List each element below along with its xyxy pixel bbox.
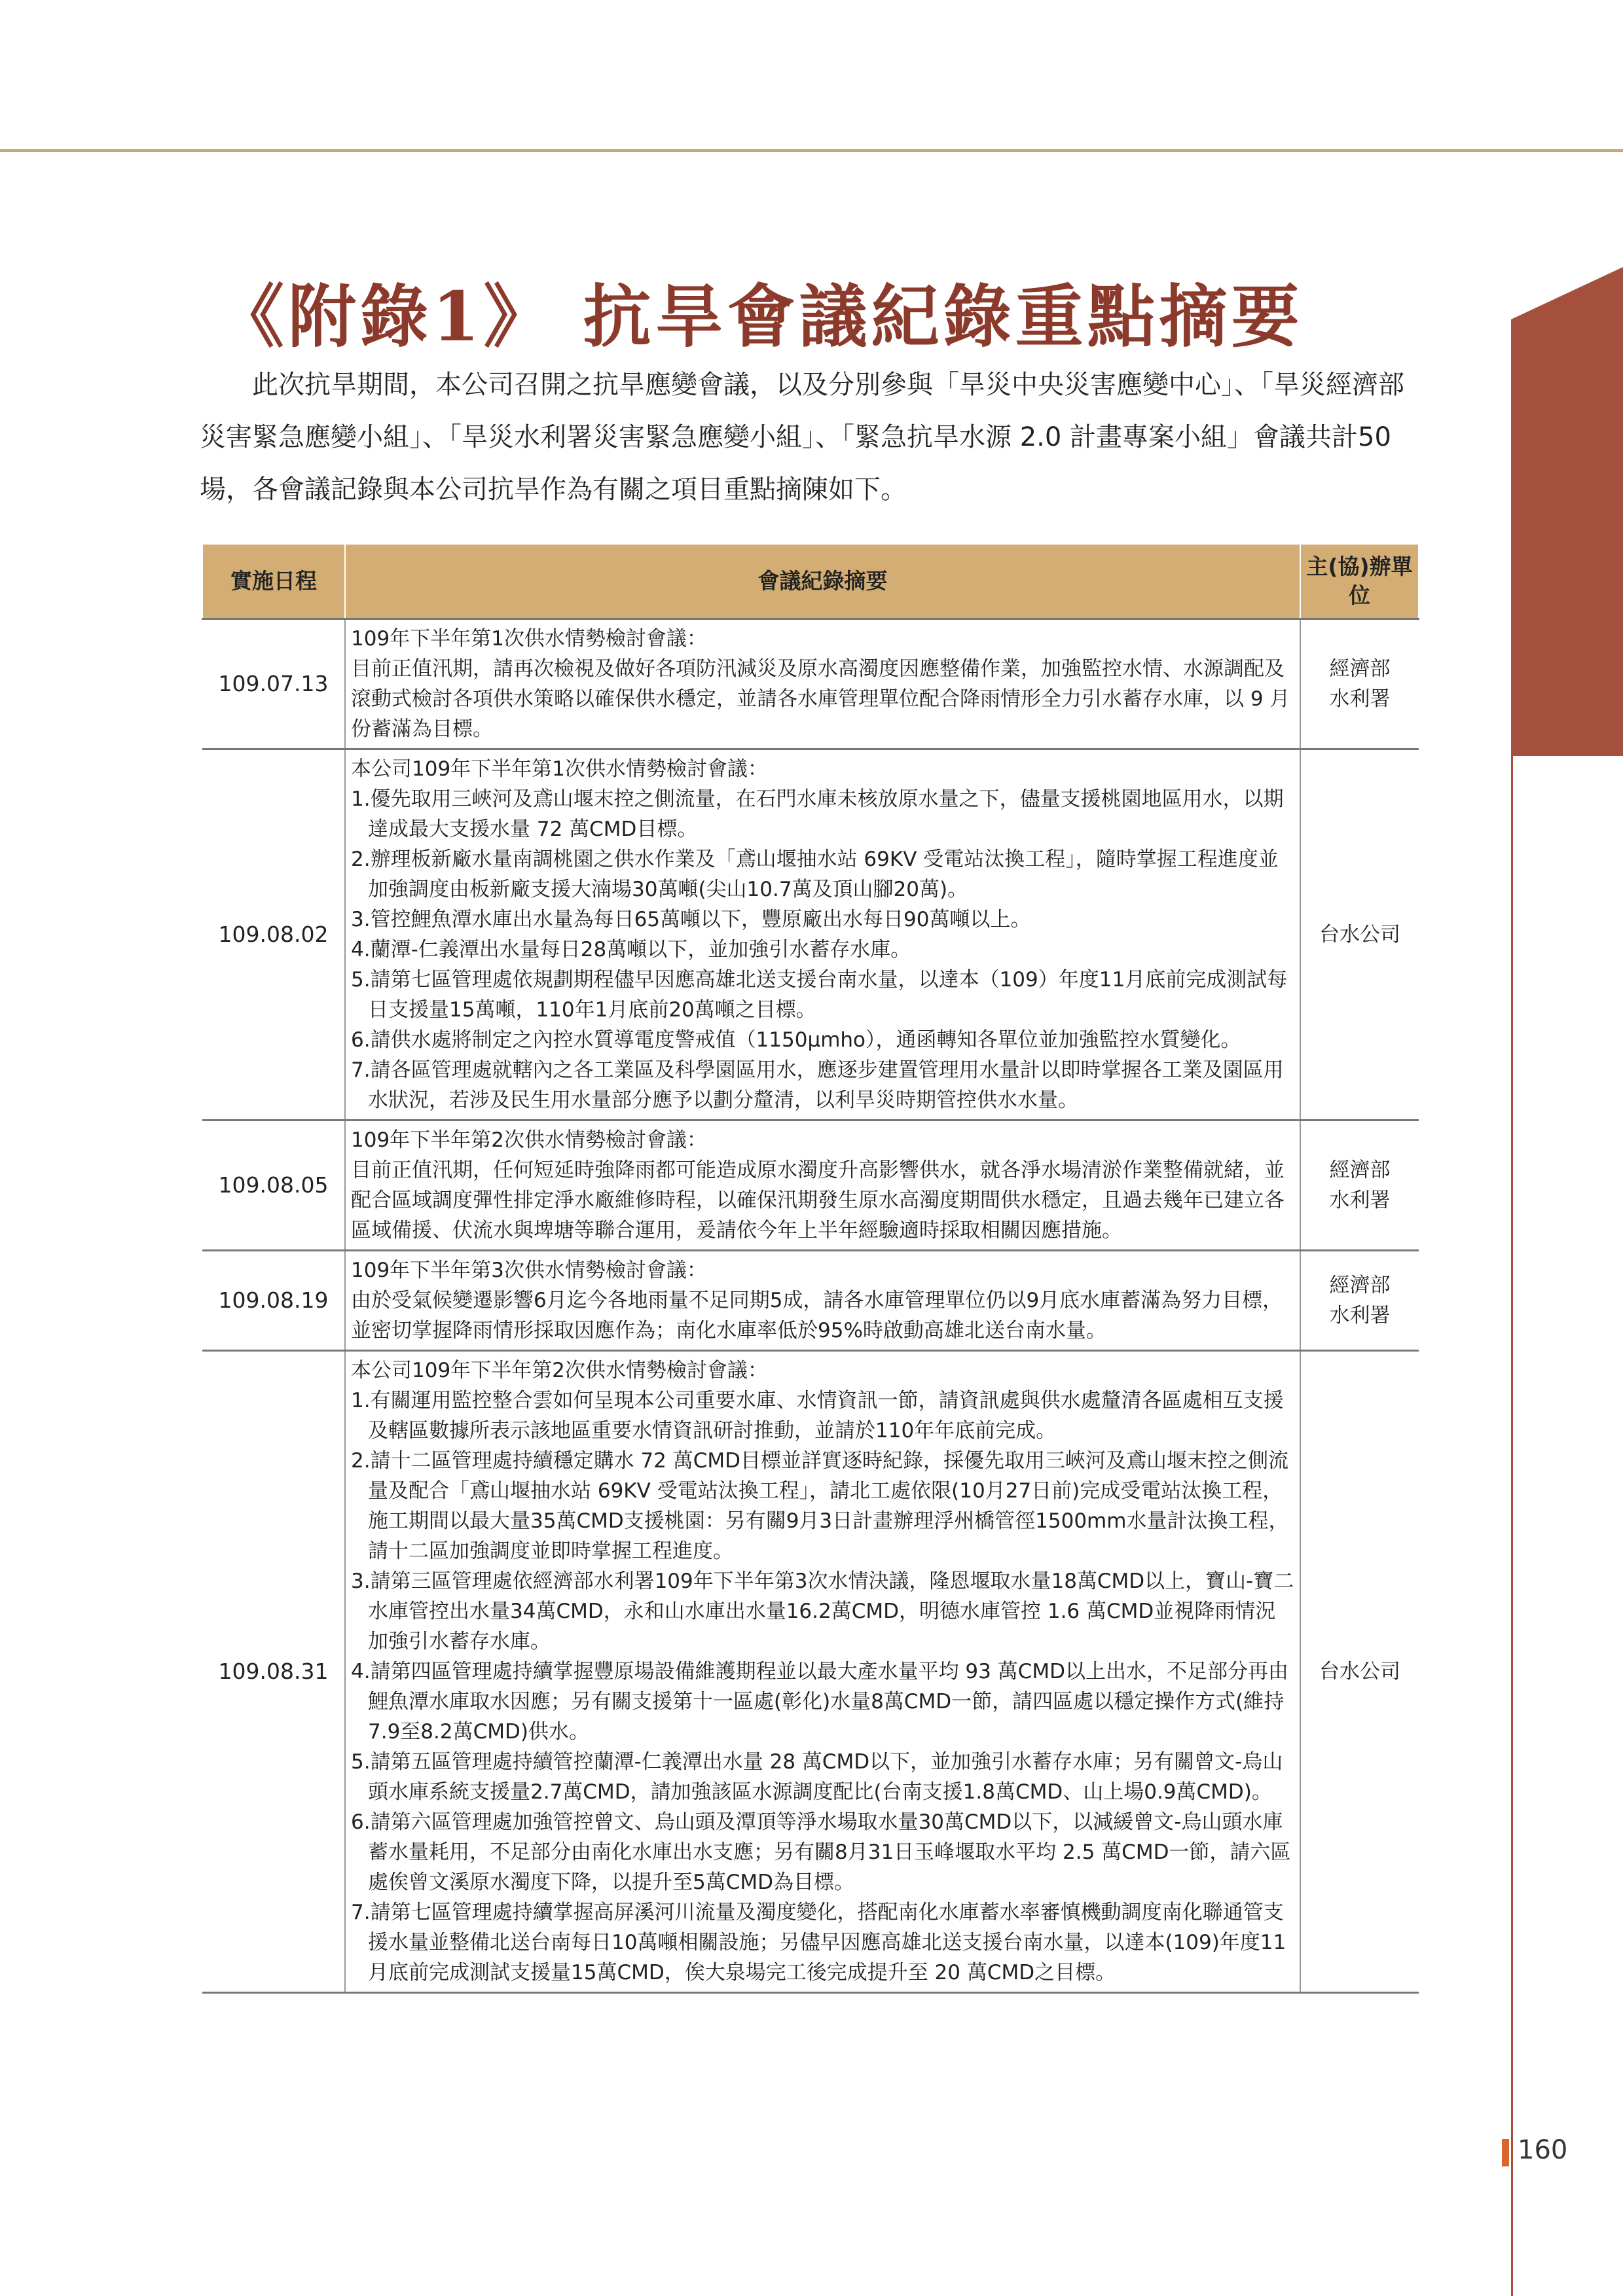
header-unit: 主(協)辦單位 bbox=[1300, 544, 1419, 619]
meeting-item: 5.請第七區管理處依規劃期程儘早因應高雄北送支援台南水量，以達本（109）年度11月底前完成測試每日支援量15萬噸，110年1月底前20萬噸之目標。 bbox=[351, 968, 1288, 1022]
meeting-heading: 109年下半年第3次供水情勢檢討會議： bbox=[351, 1259, 707, 1282]
meeting-item: 2.請十二區管理處持續穩定購水 72 萬CMD目標並詳實逐時紀錄，採優先取用三峽河及鳶山堰末控之側流量及配合「鳶山堰抽水站 69KV 受電站汰換工程」，請北工處依限(10月27日前)完成受電站汰換工程，施工期間以最大量35萬CMD支援桃園：另有關9月3日計畫辦理浮州橋管徑1500mm水量計汰換工程，請十二區加強調度並即時掌握工程進度。 bbox=[351, 1449, 1289, 1563]
meeting-item: 3.請第三區管理處依經濟部水利署109年下半年第3次水情決議，隆恩堰取水量18萬CMD以上，寶山-寶二水庫管控出水量34萬CMD，永和山水庫出水量16.2萬CMD，明德水庫管控 1.6 萬CMD並視降雨情況加強引水蓄存水庫。 bbox=[351, 1570, 1294, 1653]
meeting-item: 2.辦理板新廠水量南調桃園之供水作業及「鳶山堰抽水站 69KV 受電站汰換工程」，隨時掌握工程進度並加強調度由板新廠支援大湳場30萬噸(尖山10.7萬及頂山腳20萬)。 bbox=[351, 848, 1279, 901]
unit-name: 水利署 bbox=[1329, 1189, 1391, 1212]
row-date: 109.08.02 bbox=[202, 749, 345, 1121]
row-summary bbox=[345, 619, 1300, 749]
meeting-item: 6.請供水處將制定之內控水質導電度警戒值（1150μmho），通函轉知各單位並加強監控水質變化。 bbox=[351, 1028, 1241, 1052]
side-tab-label bbox=[1513, 597, 1623, 726]
row-date: 109.08.05 bbox=[202, 1121, 345, 1251]
row-date: 109.07.13 bbox=[202, 619, 345, 749]
side-tab-spacer bbox=[1513, 756, 1623, 2296]
header-summary: 會議紀錄摘要 bbox=[345, 544, 1300, 619]
meeting-heading: 109年下半年第1次供水情勢檢討會議： bbox=[351, 627, 707, 651]
meeting-item: 7.請第七區管理處持續掌握高屏溪河川流量及濁度變化，搭配南化水庫蓄水率審慎機動調度南化聯通管支援水量並整備北送台南每日10萬噸相關設施；另儘早因應高雄北送支援台南水量，以達本(109)年度11月底前完成測試支援量15萬CMD，俟大泉場完工後完成提升至 20 萬CMD之目標。 bbox=[351, 1901, 1286, 1984]
top-rule bbox=[0, 149, 1623, 152]
side-rule bbox=[1511, 756, 1513, 2296]
meeting-item: 5.請第五區管理處持續管控蘭潭-仁義潭出水量 28 萬CMD以下，並加強引水蓄存水庫；另有關曾文-烏山頭水庫系統支援量2.7萬CMD，請加強該區水源調度配比(台南支援1.8萬CMD、山上場0.9萬CMD)。 bbox=[351, 1750, 1283, 1804]
meeting-item: 4.蘭潭-仁義潭出水量每日28萬噸以下，並加強引水蓄存水庫。 bbox=[351, 938, 911, 961]
meeting-item: 7.請各區管理處就轄內之各工業區及科學園區用水，應逐步建置管理用水量計以即時掌握各工業及園區用水狀況，若涉及民生用水量部分應予以劃分釐清，以利旱災時期管控供水水量。 bbox=[351, 1058, 1284, 1112]
meeting-heading: 本公司109年下半年第2次供水情勢檢討會議： bbox=[351, 1359, 768, 1382]
meeting-body: 目前正值汛期，任何短延時強降雨都可能造成原水濁度升高影響供水，就各淨水場清淤作業整備就緒，並配合區域調度彈性排定淨水廠維修時程，以確保汛期發生原水高濁度期間供水穩定，且過去幾年已建立各區域備援、伏流水與埤塘等聯合運用，爰請依今年上半年經驗適時採取相關因應措施。 bbox=[351, 1158, 1285, 1242]
unit-name: 台水公司 bbox=[1319, 1660, 1400, 1683]
meeting-item: 1.優先取用三峽河及鳶山堰末控之側流量，在石門水庫未核放原水量之下，儘量支援桃園地區用水，以期達成最大支援水量 72 萬CMD目標。 bbox=[351, 787, 1284, 841]
side-tab-char: 錄 bbox=[1549, 639, 1589, 685]
meeting-records-table bbox=[202, 543, 1419, 1994]
meeting-item: 1.有關運用監控整合雲如何呈現本公司重要水庫、水情資訊一節，請資訊處與供水處釐清各區處相互支援及轄區數據所表示該地區重要水情資訊研討推動，並請於110年年底前完成。 bbox=[351, 1389, 1284, 1443]
row-date: 109.08.31 bbox=[202, 1351, 345, 1993]
side-tab-char: 附 bbox=[1549, 596, 1589, 641]
meeting-item: 3.管控鯉魚潭水庫出水量為每日65萬噸以下，豐原廠出水每日90萬噸以上。 bbox=[351, 908, 1031, 931]
row-summary bbox=[345, 1351, 1300, 1993]
unit-name: 經濟部 bbox=[1329, 1274, 1391, 1297]
intro-paragraph: 此次抗旱期間，本公司召開之抗旱應變會議，以及分別參與「旱災中央災害應變中心」、「旱災經濟部災害緊急應變小組」、「旱災水利署災害緊急應變小組」、「緊急抗旱水源 2.0 計畫專案小組」會議共計50場，各會議記錄與本公司抗旱作為有關之項目重點摘陳如下。 bbox=[200, 370, 1404, 505]
row-date: 109.08.19 bbox=[202, 1251, 345, 1351]
table-row bbox=[202, 619, 1419, 749]
row-unit bbox=[1300, 1251, 1419, 1351]
row-summary bbox=[345, 749, 1300, 1121]
row-unit bbox=[1300, 1121, 1419, 1251]
row-summary bbox=[345, 1251, 1300, 1351]
row-unit bbox=[1300, 619, 1419, 749]
unit-name: 經濟部 bbox=[1329, 1158, 1391, 1182]
page-number-marker bbox=[1502, 2139, 1509, 2166]
meeting-item: 4.請第四區管理處持續掌握豐原場設備維護期程並以最大產水量平均 93 萬CMD以上出水，不足部分再由鯉魚潭水庫取水因應；另有關支援第十一區處(彰化)水量8萬CMD一節，請四區處以穩定操作方式(維持7.9至8.2萬CMD)供水。 bbox=[351, 1660, 1288, 1744]
page-number: 160 bbox=[1518, 2135, 1568, 2165]
table-row bbox=[202, 1251, 1419, 1351]
row-summary bbox=[345, 1121, 1300, 1251]
unit-name: 經濟部 bbox=[1329, 657, 1391, 681]
table-header-row bbox=[202, 544, 1419, 619]
meeting-body: 由於受氣候變遷影響6月迄今各地雨量不足同期5成，請各水庫管理單位仍以9月底水庫蓄滿為努力目標，並密切掌握降雨情形採取因應作為；南化水庫率低於95%時啟動高雄北送台南水量。 bbox=[351, 1289, 1283, 1342]
table-body bbox=[202, 619, 1419, 1993]
page-title: 《附錄1》 抗旱會議紀錄重點摘要 bbox=[216, 276, 1304, 357]
row-unit bbox=[1300, 749, 1419, 1121]
meeting-item: 6.請第六區管理處加強管控曾文、烏山頭及潭頂等淨水場取水量30萬CMD以下，以減緩曾文-烏山頭水庫蓄水量耗用，不足部分由南化水庫出水支應；另有關8月31日玉峰堰取水平均 2.5 萬CMD一節，請六區處俟曾文溪原水濁度下降，以提升至5萬CMD為目標。 bbox=[351, 1810, 1291, 1894]
table-row bbox=[202, 1351, 1419, 1993]
row-unit bbox=[1300, 1351, 1419, 1993]
unit-name: 水利署 bbox=[1329, 1304, 1391, 1327]
table-row bbox=[202, 749, 1419, 1121]
table-row bbox=[202, 1121, 1419, 1251]
unit-name: 水利署 bbox=[1329, 687, 1391, 711]
meeting-body: 目前正值汛期，請再次檢視及做好各項防汛減災及原水高濁度因應整備作業，加強監控水情、水源調配及滾動式檢討各項供水策略以確保供水穩定，並請各水庫管理單位配合降雨情形全力引水蓄存水庫，以 9 月份蓄滿為目標。 bbox=[351, 657, 1290, 741]
meeting-heading: 109年下半年第2次供水情勢檢討會議： bbox=[351, 1128, 707, 1152]
side-tab-char: 1 bbox=[1556, 682, 1582, 728]
meeting-heading: 本公司109年下半年第1次供水情勢檢討會議： bbox=[351, 757, 768, 781]
unit-name: 台水公司 bbox=[1319, 923, 1400, 946]
header-date: 實施日程 bbox=[202, 544, 345, 619]
